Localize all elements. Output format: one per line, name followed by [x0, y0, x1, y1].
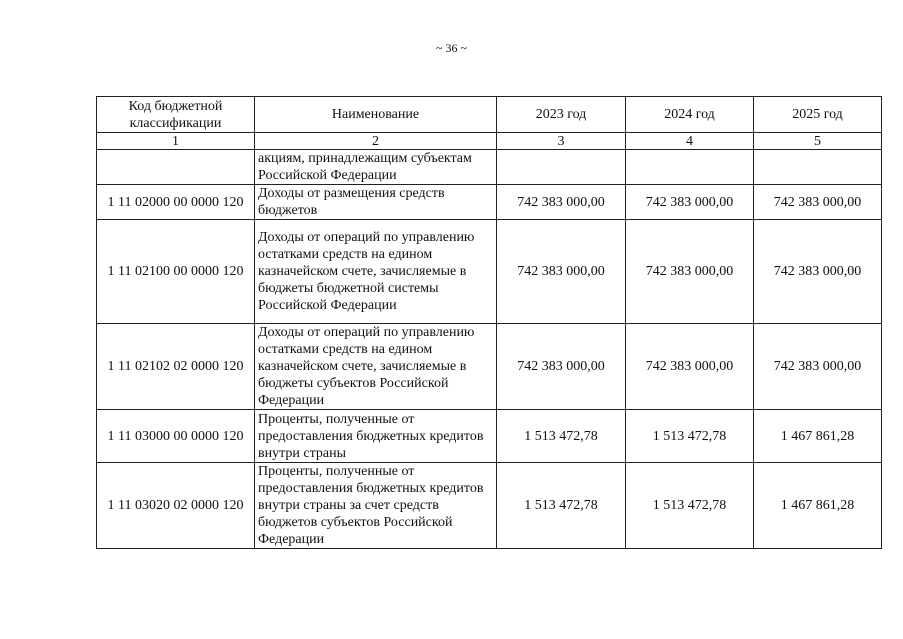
row-2024: 1 513 472,78 — [626, 410, 754, 463]
row-2025: 742 383 000,00 — [754, 324, 882, 410]
table-row — [97, 185, 882, 220]
row-2025: 1 467 861,28 — [754, 463, 882, 549]
row-2024 — [626, 150, 754, 185]
row-2023: 1 513 472,78 — [497, 410, 626, 463]
row-2023: 742 383 000,00 — [497, 185, 626, 220]
row-name: Доходы от размещения средств бюджетов — [255, 185, 497, 220]
row-name: Доходы от операций по управлению остатками средств на едином казначейском счете, зачисляемые в бюджеты субъектов Российской Федерации — [255, 324, 497, 410]
row-2023 — [497, 150, 626, 185]
table-row — [97, 463, 882, 549]
row-code: 1 11 03000 00 0000 120 — [97, 410, 255, 463]
budget-table — [96, 96, 882, 549]
table-row — [97, 324, 882, 410]
row-code: 1 11 02000 00 0000 120 — [97, 185, 255, 220]
row-2023: 1 513 472,78 — [497, 463, 626, 549]
row-name: Доходы от операций по управлению остатками средств на едином казначейском счете, зачисляемые в бюджеты бюджетной системы Российской Федерации — [255, 220, 497, 324]
row-2025 — [754, 150, 882, 185]
row-2024: 742 383 000,00 — [626, 185, 754, 220]
table-header-row — [97, 97, 882, 133]
table-row — [97, 150, 882, 185]
table-row — [97, 410, 882, 463]
row-2023: 742 383 000,00 — [497, 220, 626, 324]
header-2025: 2025 год — [754, 97, 882, 133]
row-name: Проценты, полученные от предоставления бюджетных кредитов внутри страны за счет средств бюджетов субъектов Российской Федерации — [255, 463, 497, 549]
column-number: 2 — [255, 133, 497, 150]
row-code: 1 11 02102 02 0000 120 — [97, 324, 255, 410]
row-code — [97, 150, 255, 185]
header-code: Код бюджетной классификации — [97, 97, 255, 133]
header-2024: 2024 год — [626, 97, 754, 133]
header-name: Наименование — [255, 97, 497, 133]
row-code: 1 11 03020 02 0000 120 — [97, 463, 255, 549]
row-2025: 742 383 000,00 — [754, 185, 882, 220]
page-number: ~ 36 ~ — [436, 41, 467, 55]
column-number: 1 — [97, 133, 255, 150]
column-numbers-row — [97, 133, 882, 150]
row-2024: 742 383 000,00 — [626, 220, 754, 324]
column-number: 4 — [626, 133, 754, 150]
table-row — [97, 220, 882, 324]
row-name: акциям, принадлежащим субъектам Российской Федерации — [255, 150, 497, 185]
column-number: 3 — [497, 133, 626, 150]
row-2025: 742 383 000,00 — [754, 220, 882, 324]
header-2023: 2023 год — [497, 97, 626, 133]
row-name: Проценты, полученные от предоставления бюджетных кредитов внутри страны — [255, 410, 497, 463]
column-number: 5 — [754, 133, 882, 150]
row-2024: 1 513 472,78 — [626, 463, 754, 549]
row-2024: 742 383 000,00 — [626, 324, 754, 410]
row-2025: 1 467 861,28 — [754, 410, 882, 463]
row-2023: 742 383 000,00 — [497, 324, 626, 410]
row-code: 1 11 02100 00 0000 120 — [97, 220, 255, 324]
